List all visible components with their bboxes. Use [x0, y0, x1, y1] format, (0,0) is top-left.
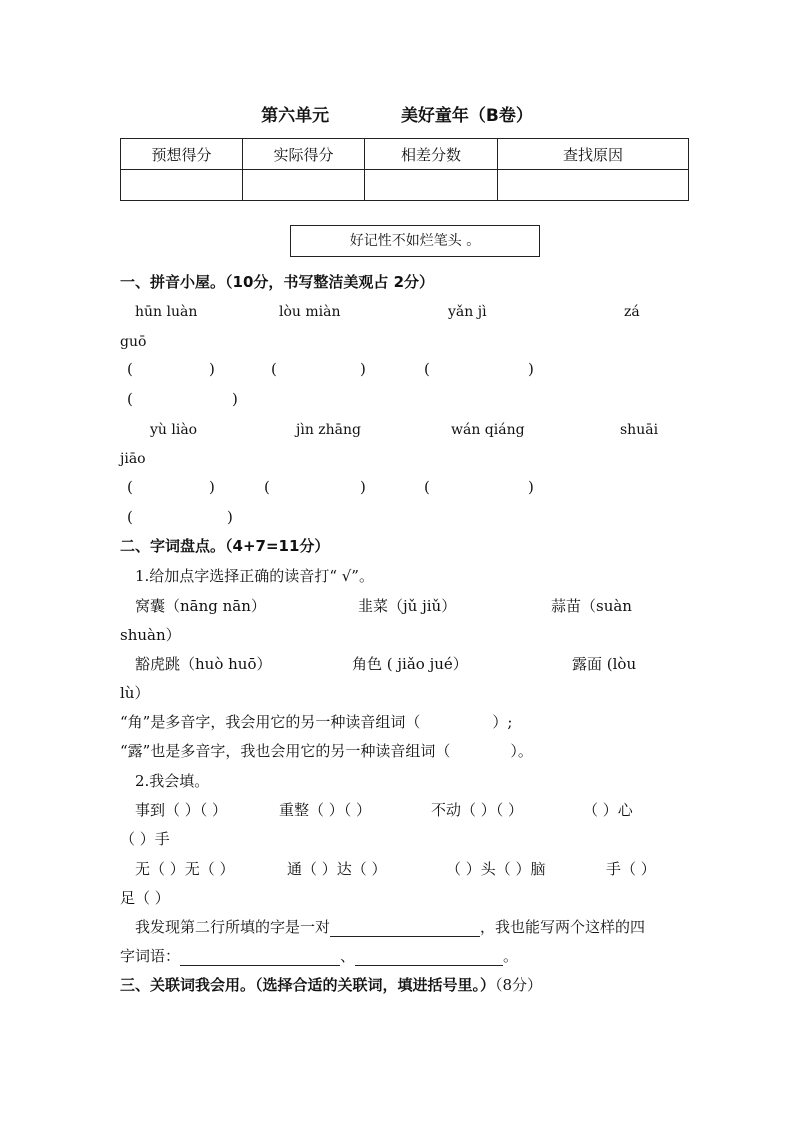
pronunciation-choice[interactable]: 窝囊（nāng nān）	[135, 597, 266, 615]
section3-points: （8分）	[495, 976, 543, 994]
pinyin-item: zá	[624, 304, 640, 320]
answer-blank[interactable]	[355, 949, 503, 966]
idiom-fill-wrap[interactable]: （ ）手	[120, 830, 170, 848]
motto-box: 好记性不如烂笔头 。	[290, 225, 540, 257]
pronunciation-choice-wrap[interactable]: shuàn）	[120, 626, 181, 644]
answer-paren-close[interactable]: )	[227, 508, 233, 526]
unit-title: 第六单元	[261, 106, 330, 126]
answer-paren-open[interactable]: (	[127, 360, 133, 378]
pronunciation-choice[interactable]: 蒜苗（suàn	[551, 597, 632, 615]
pinyin-item: wán qiáng	[451, 422, 525, 438]
note-text: “角”是多音字，我会用它的另一种读音组词（	[120, 713, 421, 731]
answer-paren-close[interactable]: )	[360, 360, 366, 378]
section3-heading-line	[120, 975, 542, 995]
polyphone-note-jiao	[120, 712, 512, 732]
answer-paren-open[interactable]: (	[127, 508, 133, 526]
pinyin-item: lòu miàn	[279, 304, 341, 320]
answer-paren-open[interactable]: (	[424, 360, 430, 378]
score-cell-actual[interactable]	[243, 170, 365, 201]
answer-paren-close[interactable]: )	[209, 360, 215, 378]
answer-paren-close[interactable]: )	[209, 478, 215, 496]
score-table-header-row	[121, 139, 689, 170]
pinyin-item: yǎn jì	[448, 304, 487, 320]
question-title: 1.给加点字选择正确的读音打“ √”。	[135, 567, 374, 585]
idiom-fill[interactable]: 手（ ）	[606, 860, 656, 878]
score-cell-expected[interactable]	[121, 170, 243, 201]
section2-heading: 二、字词盘点。（4+7=11分）	[120, 537, 330, 555]
discovery-text: 。	[503, 947, 519, 965]
answer-paren-open[interactable]: (	[271, 360, 277, 378]
note-text: ）;	[492, 713, 513, 731]
pronunciation-choice[interactable]: 韭菜（jǔ jiǔ）	[358, 597, 457, 615]
idiom-fill[interactable]: 无（ ）无（ ）	[135, 860, 235, 878]
answer-paren-open[interactable]: (	[264, 478, 270, 496]
answer-blank[interactable]	[330, 920, 480, 937]
pinyin-item: yù liào	[150, 422, 198, 438]
answer-paren-close[interactable]: )	[528, 360, 534, 378]
discovery-text: 字词语：	[120, 947, 181, 965]
discovery-line	[135, 917, 645, 937]
pronunciation-choice[interactable]: 角色 ( jiǎo jué）	[352, 655, 468, 673]
idiom-fill[interactable]: 事到（ ）（ ）	[135, 801, 228, 819]
section1-heading: 一、拼音小屋。（10分，书写整洁美观占 2分）	[120, 273, 435, 291]
note-text: “露”也是多音字，我也会用它的另一种读音组词（	[120, 742, 451, 760]
idiom-fill[interactable]: 重整（ ）（ ）	[279, 801, 372, 819]
pinyin-item: jiāo	[120, 451, 146, 467]
pronunciation-choice[interactable]: 露面 (lòu	[572, 655, 637, 673]
discovery-text: 、	[340, 947, 356, 965]
polyphone-note-lu	[120, 741, 533, 761]
pinyin-item: hūn luàn	[135, 304, 198, 320]
score-header-expected: 预想得分	[121, 139, 243, 170]
answer-blank[interactable]	[180, 949, 340, 966]
discovery-line-2	[120, 946, 518, 966]
answer-paren-close[interactable]: )	[528, 478, 534, 496]
answer-paren-open[interactable]: (	[127, 390, 133, 408]
idiom-fill[interactable]: 不动（ ）（ ）	[431, 801, 524, 819]
answer-paren-open[interactable]: (	[127, 478, 133, 496]
answer-paren-close[interactable]: )	[232, 390, 238, 408]
note-text: ）。	[510, 742, 533, 760]
idiom-fill[interactable]: （ ）心	[583, 801, 633, 819]
page-title	[0, 106, 794, 126]
question-title: 2.我会填。	[135, 772, 210, 790]
idiom-fill-wrap[interactable]: 足（ ）	[120, 889, 170, 907]
unit-name: 美好童年（B卷）	[400, 106, 533, 126]
idiom-fill[interactable]: （ ）头（ ）脑	[446, 860, 546, 878]
score-header-difference: 相差分数	[365, 139, 498, 170]
score-header-reason: 查找原因	[498, 139, 689, 170]
discovery-text: ，我也能写两个这样的四	[480, 918, 646, 936]
answer-paren-open[interactable]: (	[424, 478, 430, 496]
score-cell-reason[interactable]	[498, 170, 689, 201]
score-table-input-row	[121, 170, 689, 201]
score-header-actual: 实际得分	[243, 139, 365, 170]
pronunciation-choice[interactable]: 豁虎跳（huò huō）	[135, 655, 272, 673]
score-cell-difference[interactable]	[365, 170, 498, 201]
idiom-fill[interactable]: 通（ ）达（ ）	[287, 860, 387, 878]
pinyin-item: shuāi	[620, 422, 659, 438]
answer-paren-close[interactable]: )	[360, 478, 366, 496]
section3-heading: 三、关联词我会用。（选择合适的关联词，填进括号里。）	[120, 976, 496, 994]
pronunciation-choice-wrap[interactable]: lù）	[120, 684, 150, 702]
pinyin-item: guō	[120, 334, 147, 350]
pinyin-item: jìn zhāng	[296, 422, 362, 438]
score-table	[120, 138, 689, 201]
discovery-text: 我发现第二行所填的字是一对	[135, 918, 331, 936]
